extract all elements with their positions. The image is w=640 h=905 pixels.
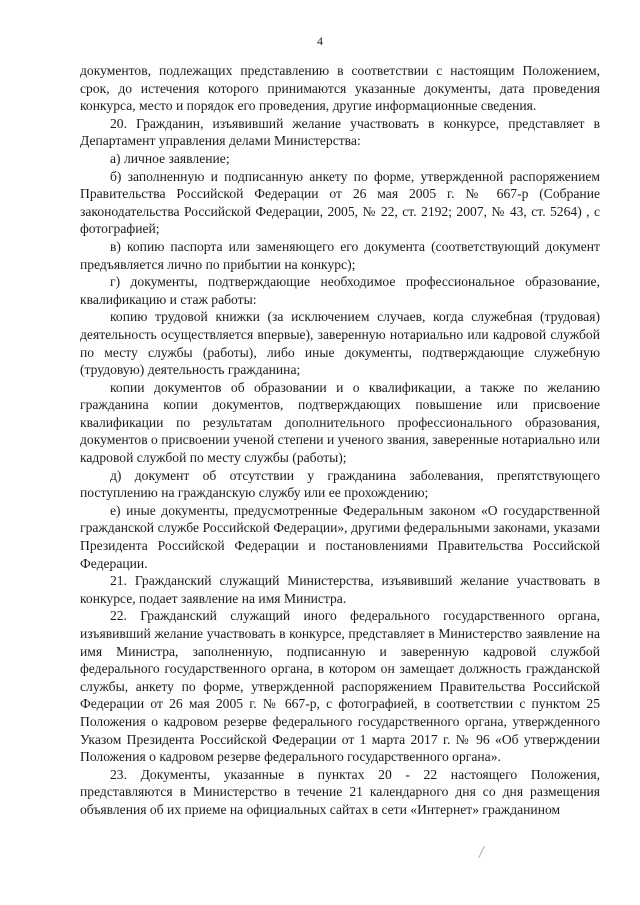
paragraph-work-record: копию трудовой книжки (за исключением случаев, когда служебная (трудовая) деятельность осуществляется впервые), заверенную нотариально или кадровой службой по месту службы (работы), либо иные документы, подтверждающие служебную (трудовую) деятельность гражданина; bbox=[80, 309, 600, 378]
document-body bbox=[80, 62, 600, 819]
paragraph-continuation: документов, подлежащих представлению в соответствии с настоящим Положением, срок, до истечения которого принимаются указанные документы, дата проведения конкурса, место и порядок его проведения, другие информационные сведения. bbox=[80, 63, 600, 114]
paragraph-item-23: 23. Документы, указанные в пунктах 20 - 22 настоящего Положения, представляются в Министерство в течение 21 календарного дня со дня размещения объявления об их приеме на официальных сайтах в сети «Интернет» гражданином bbox=[80, 766, 600, 817]
paragraph-education-docs: копии документов об образовании и о квалификации, а также по желанию гражданина копии документов, подтверждающих повышение или присвоение квалификации по результатам дополнительного профессионального образования, документов о присвоении ученой степени и ученого звания, заверенные нотариально или кадровой службой по месту службы (работы); bbox=[80, 379, 600, 466]
paragraph-item-20e: е) иные документы, предусмотренные Федеральным законом «О государственной гражданской службе Российской Федерации», другими федеральными законами, указами Президента Российской Федерации и постановлениями Правительства Российской Федерации. bbox=[80, 502, 600, 571]
scan-artifact-mark bbox=[478, 846, 488, 858]
paragraph-item-21: 21. Гражданский служащий Министерства, изъявивший желание участвовать в конкурсе, подает заявление на имя Министра. bbox=[80, 573, 600, 606]
paragraph-item-20a: а) личное заявление; bbox=[110, 150, 230, 166]
page-number: 4 bbox=[317, 34, 323, 48]
paragraph-item-20v: в) копию паспорта или заменяющего его документа (соответствующий документ предъявляется лично по прибытии на конкурс); bbox=[80, 238, 600, 272]
paragraph-item-20b: б) заполненную и подписанную анкету по форме, утвержденной распоряжением Правительства Российской Федерации от 26 мая 2005 г. № 667-р (Собрание законодательства Российской Федерации, 2005, № 22, ст. 2192; 2007, № 43, ст. 5264) , с фотографией; bbox=[80, 168, 600, 237]
paragraph-item-22: 22. Гражданский служащий иного федерального государственного органа, изъявивший желание участвовать в конкурсе, представляет в Министерство заявление на имя Министра, заполненную, подписанную и заверенную кадровой службой федерального государственного органа, в котором он замещает должность гражданской службы, анкету по форме, утвержденной распоряжением Правительства Российской Федерации от 26 мая 2005 г. № 667-р, с фотографией, в соответствии с пунктом 25 Положения о кадровом резерве федерального государственного органа, утвержденного Указом Президента Российской Федерации от 1 марта 2017 г. № 96 «Об утверждении Положения о кадровом резерве федерального государственного органа». bbox=[80, 608, 600, 765]
paragraph-item-20d: д) документ об отсутствии у гражданина заболевания, препятствующего поступлению на гражданскую службу или ее прохождению; bbox=[80, 467, 600, 501]
paragraph-item-20g: г) документы, подтверждающие необходимое профессиональное образование, квалификацию и стаж работы: bbox=[80, 274, 600, 307]
paragraph-item-20: 20. Гражданин, изъявивший желание участвовать в конкурсе, представляет в Департамент управления делами Министерства: bbox=[80, 115, 600, 149]
